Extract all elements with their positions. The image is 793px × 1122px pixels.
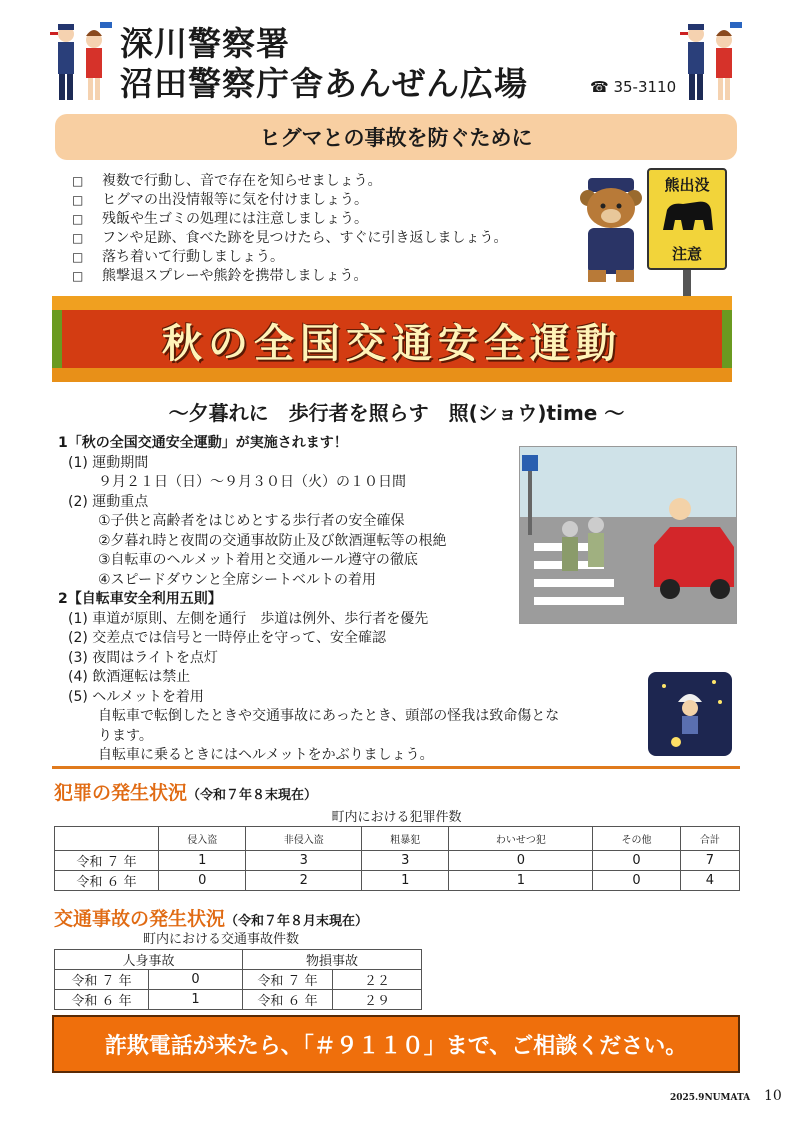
table-row	[55, 851, 740, 871]
checkbox-icon: □	[72, 193, 84, 207]
checkbox-icon: □	[72, 174, 84, 188]
table-row	[55, 970, 422, 990]
campaign-line: (2) 交差点では信号と一時停止を守って、安全確認	[68, 630, 386, 646]
table-cell: 0	[159, 871, 246, 891]
bear-warning-sign: 熊出没 注意	[647, 168, 727, 270]
sign-post	[683, 270, 691, 296]
crime-section-heading: 犯罪の発生状況（令和７年８末現在）	[54, 782, 318, 804]
table-header-cell: 物損事故	[243, 950, 422, 970]
campaign-line: (5) ヘルメットを着用	[68, 688, 204, 705]
police-mascots-illustration-right	[680, 14, 742, 104]
station-title: 深川警察署	[120, 24, 290, 63]
table-header-row	[55, 950, 422, 970]
table-header-cell	[55, 827, 159, 851]
table-header-cell: 粗暴犯	[362, 827, 449, 851]
campaign-line: ②夕暮れ時と夜間の交通事故防止及び飲酒運転等の根絶	[98, 532, 447, 549]
table-cell: 4	[680, 871, 739, 891]
campaign-line: ９月２１日（日）～９月３０日（火）の１０日間	[98, 474, 406, 490]
campaign-content	[58, 434, 559, 766]
list-item: □ フンや足跡、食べた跡を見つけたら、すぐに引き返しましょう。	[72, 230, 508, 246]
table-cell: 1	[362, 871, 449, 891]
campaign-line: 自転車に乗るときにはヘルメットをかぶりましょう。	[98, 747, 434, 763]
campaign-line: 2【自転車安全利用五則】	[58, 591, 222, 607]
list-item: □ 複数で行動し、音で存在を知らせましょう。	[72, 173, 382, 189]
section-divider	[52, 766, 740, 769]
campaign-line: (3) 夜間はライトを点灯	[68, 649, 218, 666]
table-row	[55, 990, 422, 1010]
campaign-line: (1) 車道が原則、左側を通行 歩道は例外、歩行者を優先	[68, 610, 429, 627]
table-cell: 2	[246, 871, 362, 891]
table-cell: 0	[593, 851, 680, 871]
fraud-call-banner: 詐欺電話が来たら、「＃９１１０」まで、ご相談ください。	[52, 1015, 740, 1073]
table-cell: 1	[449, 871, 593, 891]
campaign-line: 1「秋の全国交通安全運動」が実施されます！	[58, 435, 348, 451]
table-header-cell: 人身事故	[55, 950, 243, 970]
traffic-table	[54, 949, 422, 1010]
page-number: 10	[764, 1088, 782, 1104]
phone-number: ☎ 35-3110	[590, 78, 677, 96]
table-cell: 0	[449, 851, 593, 871]
crosswalk-illustration	[519, 446, 737, 624]
table-cell: 令和 ７ 年	[55, 851, 159, 871]
traffic-table-caption: 町内における交通事故件数	[143, 932, 300, 947]
table-cell: 0	[593, 871, 680, 891]
checkbox-icon: □	[72, 250, 84, 264]
campaign-line: ります。	[98, 727, 153, 744]
traffic-section-heading: 交通事故の発生状況（令和７年８月末現在）	[54, 908, 369, 930]
list-item: □ 残飯や生ゴミの処理には注意しましょう。	[72, 211, 368, 227]
table-cell: 7	[680, 851, 739, 871]
bear-tips-list	[72, 172, 507, 286]
bear-safety-banner: ヒグマとの事故を防ぐために	[55, 114, 737, 160]
table-header-row	[55, 827, 740, 851]
table-cell: 1	[149, 990, 243, 1010]
campaign-line: ④スピードダウンと全席シートベルトの着用	[98, 571, 376, 588]
list-item: □ ヒグマの出没情報等に気を付けましょう。	[72, 192, 368, 208]
autumn-campaign-banner	[52, 296, 732, 382]
table-cell: ２２	[333, 970, 422, 990]
checkbox-icon: □	[72, 269, 84, 283]
campaign-line: ③自転車のヘルメット着用と交通ルール遵守の徹底	[98, 552, 418, 568]
table-header-cell: 合計	[680, 827, 739, 851]
campaign-line: 自転車で転倒したときや交通事故にあったとき、頭部の怪我は致命傷とな	[98, 708, 560, 724]
table-header-cell: 非侵入盗	[246, 827, 362, 851]
campaign-line: ①子供と高齢者をはじめとする歩行者の安全確保	[98, 513, 405, 529]
table-cell: 3	[362, 851, 449, 871]
bear-silhouette-icon	[659, 196, 715, 236]
campaign-line: (4) 飲酒運転は禁止	[68, 669, 191, 685]
table-row	[55, 871, 740, 891]
campaign-line: (2) 運動重点	[68, 493, 149, 510]
table-header-cell: わいせつ犯	[449, 827, 593, 851]
table-cell: ２９	[333, 990, 422, 1010]
campaign-subtitle: ～夕暮れに 歩行者を照らす 照(ショウ)time ～	[168, 401, 625, 425]
police-mascots-illustration	[50, 14, 112, 104]
checkbox-icon: □	[72, 212, 84, 226]
table-header-cell: その他	[593, 827, 680, 851]
crime-table	[54, 826, 740, 891]
plaza-title: 沼田警察庁舎あんぜん広場	[120, 64, 528, 103]
crime-table-caption: 町内における犯罪件数	[331, 810, 462, 825]
table-cell: 3	[246, 851, 362, 871]
table-cell: 令和 ６ 年	[55, 990, 149, 1010]
table-cell: 0	[149, 970, 243, 990]
table-cell: 令和 ６ 年	[55, 871, 159, 891]
police-bear-mascot	[574, 174, 650, 284]
table-cell: 令和 ７ 年	[243, 970, 333, 990]
cyclist-helmet-illustration	[648, 672, 732, 756]
list-item: □ 熊撃退スプレーや熊鈴を携帯しましょう。	[72, 268, 368, 284]
table-header-cell: 侵入盗	[159, 827, 246, 851]
table-cell: 令和 ６ 年	[243, 990, 333, 1010]
list-item: □ 落ち着いて行動しましょう。	[72, 249, 284, 265]
table-cell: 令和 ７ 年	[55, 970, 149, 990]
campaign-line: (1) 運動期間	[68, 454, 149, 471]
header	[0, 0, 793, 110]
checkbox-icon: □	[72, 231, 84, 245]
autumn-campaign-title: 秋の全国交通安全運動	[162, 321, 622, 367]
issue-id: 2025.9NUMATA	[670, 1093, 751, 1103]
table-cell: 1	[159, 851, 246, 871]
